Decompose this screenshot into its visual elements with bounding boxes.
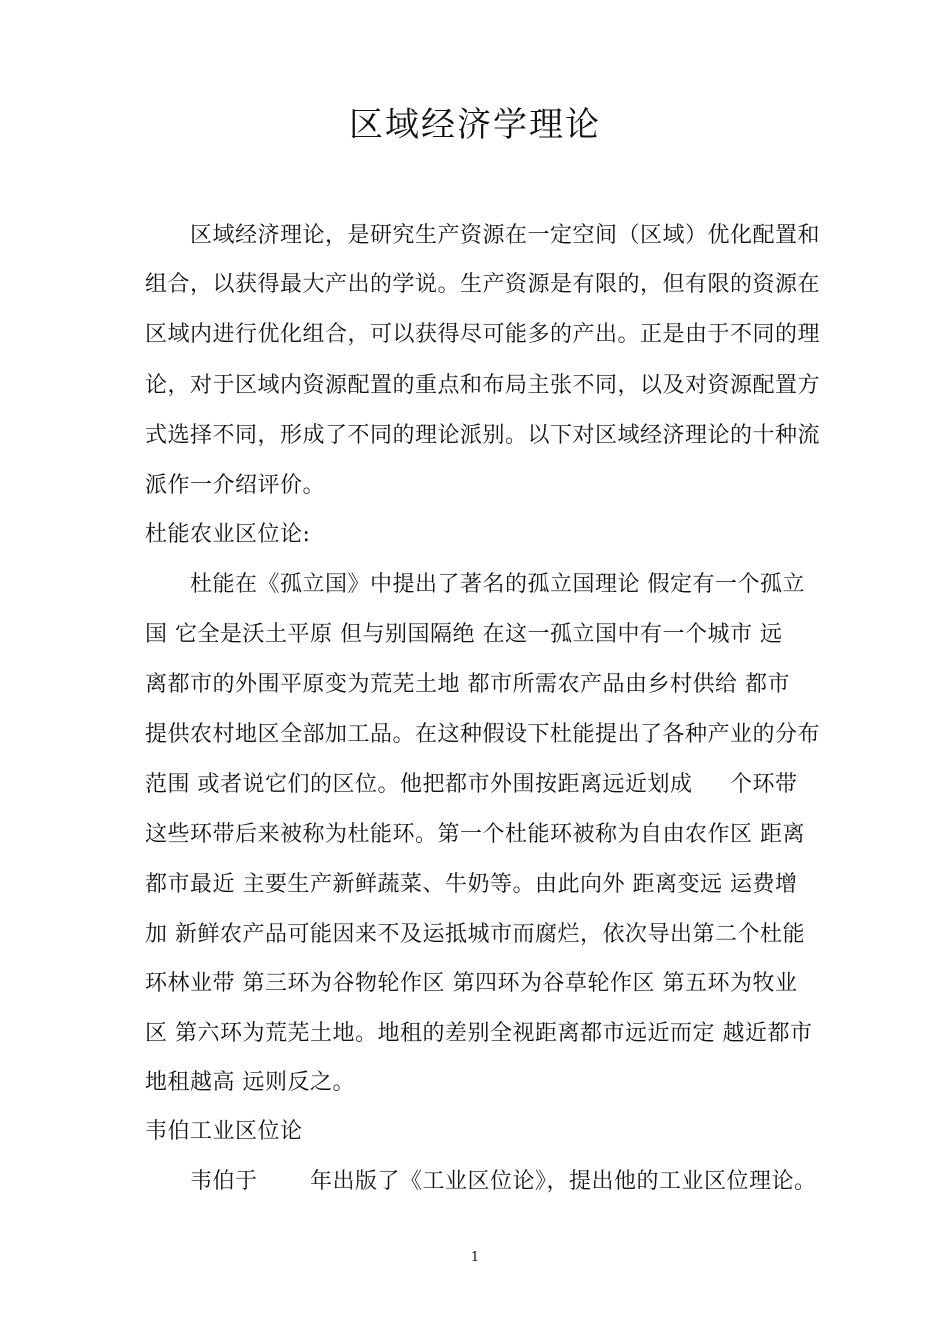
paragraph-line: 杜能在《孤立国》中提出了著名的孤立国理论 假定有一个孤立 [190, 572, 805, 597]
paragraph-line: 区域内进行优化组合，可以获得尽可能多的产出。正是由于不同的理 [145, 322, 821, 347]
paragraph-line: 区 第六环为荒芜土地。地租的差别全视距离都市远近而定 越近都市 [145, 1021, 813, 1046]
paragraph-line: 组合，以获得最大产出的学说。生产资源是有限的，但有限的资源在 [145, 272, 821, 297]
page-number: 1 [470, 1250, 480, 1265]
paragraph-line: 环林业带 第三环为谷物轮作区 第四环为谷草轮作区 第五环为牧业 [145, 971, 798, 996]
paragraph-line: 离都市的外围平原变为荒芜土地 都市所需农产品由乡村供给 都市 [145, 672, 790, 697]
paragraph-line: 论，对于区域内资源配置的重点和布局主张不同，以及对资源配置方 [145, 373, 821, 398]
paragraph-line: 韦伯于 年出版了《工业区位论》，提出他的工业区位理论。 [190, 1169, 817, 1194]
paragraph-line: 都市最近 主要生产新鲜蔬菜、牛奶等。由此向外 距离变远 运费增 [145, 872, 798, 897]
section-heading: 杜能农业区位论: [145, 522, 311, 547]
paragraph-line: 提供农村地区全部加工品。在这种假设下杜能提出了各种产业的分布 [145, 722, 821, 747]
document-title: 区域经济学理论 [349, 105, 601, 145]
section-heading: 韦伯工业区位论 [145, 1119, 303, 1144]
paragraph-line: 范围 或者说它们的区位。他把都市外围按距离远近划成 个环带 [145, 772, 798, 797]
paragraph-line: 这些环带后来被称为杜能环。第一个杜能环被称为自由农作区 距离 [145, 822, 805, 847]
paragraph-line: 地租越高 远则反之。 [145, 1070, 355, 1095]
paragraph-line: 派作一介绍评价。 [145, 473, 326, 498]
paragraph-line: 区域经济理论，是研究生产资源在一定空间（区域）优化配置和 [190, 223, 821, 248]
paragraph-line: 国 它全是沃土平原 但与别国隔绝 在这一孤立国中有一个城市 远 [145, 622, 783, 647]
paragraph-line: 加 新鲜农产品可能因来不及运抵城市而腐烂，依次导出第二个杜能 [145, 922, 805, 947]
paragraph-line: 式选择不同，形成了不同的理论派别。以下对区域经济理论的十种流 [145, 423, 821, 448]
